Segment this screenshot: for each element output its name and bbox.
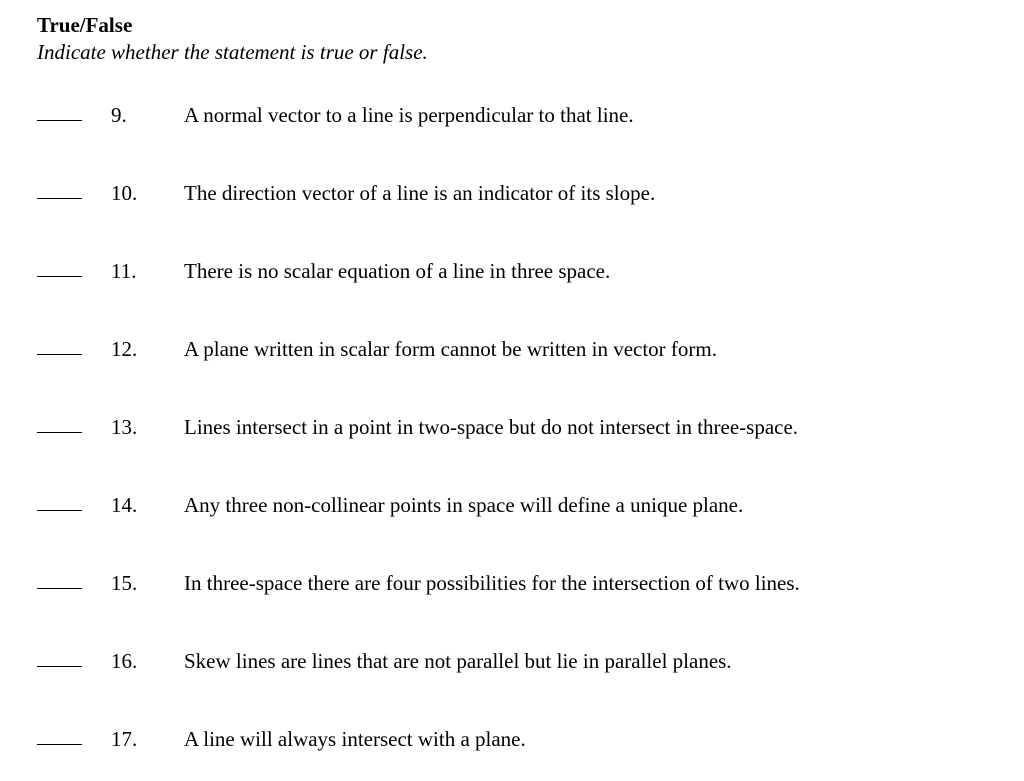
question-text: In three-space there are four possibilities for the intersection of two lines. [184, 571, 800, 595]
section-instructions: Indicate whether the statement is true or false. [37, 40, 428, 64]
answer-blank[interactable] [37, 198, 82, 199]
question-text: A line will always intersect with a plane. [184, 727, 526, 751]
question-number: 11. [111, 259, 137, 283]
question-number: 16. [111, 649, 138, 673]
answer-blank[interactable] [37, 276, 82, 277]
question-number: 9. [111, 103, 127, 127]
question-item-10 [0, 178, 1024, 208]
question-text: A plane written in scalar form cannot be written in vector form. [184, 337, 717, 361]
question-text: Any three non-collinear points in space will define a unique plane. [184, 493, 744, 517]
question-item-12 [0, 334, 1024, 364]
question-number: 10. [111, 181, 138, 205]
answer-blank[interactable] [37, 432, 82, 433]
question-item-11 [0, 256, 1024, 286]
question-item-15 [0, 568, 1024, 598]
answer-blank[interactable] [37, 744, 82, 745]
question-text: There is no scalar equation of a line in three space. [184, 259, 611, 283]
question-number: 15. [111, 571, 138, 595]
question-number: 17. [111, 727, 138, 751]
answer-blank[interactable] [37, 120, 82, 121]
question-text: Lines intersect in a point in two-space but do not intersect in three-space. [184, 415, 799, 439]
question-text: The direction vector of a line is an indicator of its slope. [184, 181, 656, 205]
question-number: 14. [111, 493, 138, 517]
question-item-13 [0, 412, 1024, 442]
question-item-14 [0, 490, 1024, 520]
section-title: True/False [37, 13, 133, 37]
question-number: 12. [111, 337, 138, 361]
answer-blank[interactable] [37, 510, 82, 511]
question-number: 13. [111, 415, 138, 439]
question-item-9 [0, 100, 1024, 130]
question-text: A normal vector to a line is perpendicular to that line. [184, 103, 634, 127]
question-text: Skew lines are lines that are not parallel but lie in parallel planes. [184, 649, 732, 673]
question-item-16 [0, 646, 1024, 676]
answer-blank[interactable] [37, 666, 82, 667]
answer-blank[interactable] [37, 588, 82, 589]
question-item-17 [0, 724, 1024, 754]
answer-blank[interactable] [37, 354, 82, 355]
